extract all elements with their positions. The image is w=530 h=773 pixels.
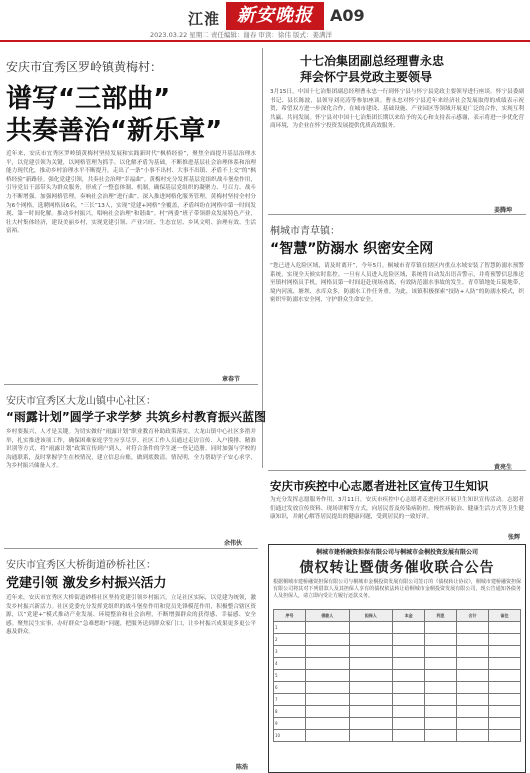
table-cell xyxy=(305,634,349,646)
table-row xyxy=(274,622,521,634)
table-cell: 8 xyxy=(274,706,306,718)
article-subtitle: 安庆市宜秀区大龙山镇中心社区： xyxy=(6,396,156,407)
table-cell xyxy=(349,670,393,682)
article-headline: 谱写“三部曲” xyxy=(6,84,171,114)
table-cell xyxy=(349,718,393,730)
article-headline: 拜会怀宁县党政主要领导 xyxy=(300,70,433,84)
article-body: 近年来，安庆市宜秀区大桥街道砂桥社区坚持党建引领乡村振兴，立足社区实际，以党建为统领，激发乡村振兴新活力。社区党委充分发挥党组织的战斗堡垒作用和党员先锋模范作用，积极整合辖区资源，以“党建+”模式推动产业发展、环境整治和社会治理，不断增强群众的获得感、幸福感、安全感。聚焦民生实事，办好群众“急难愁盼”问题，把服务送到群众家门口，让乡村振兴成果更多更公平惠及群众。 xyxy=(6,595,256,636)
table-cell: 4 xyxy=(274,658,306,670)
table-cell xyxy=(425,670,457,682)
article-headline: 共奏善治“新乐章” xyxy=(6,116,223,146)
table-cell: 6 xyxy=(274,682,306,694)
table-cell: 10 xyxy=(274,730,306,742)
table-cell xyxy=(305,682,349,694)
table-cell xyxy=(305,718,349,730)
table-cell xyxy=(393,646,425,658)
page-number: A09 xyxy=(330,6,365,25)
section-divider xyxy=(268,470,526,471)
masthead xyxy=(0,0,530,44)
table-cell xyxy=(349,730,393,742)
table-cell: 7 xyxy=(274,694,306,706)
article-byline: 陈浩 xyxy=(236,764,249,771)
table-cell: 2 xyxy=(274,634,306,646)
table-cell xyxy=(488,670,520,682)
table-header-row xyxy=(274,610,521,622)
table-header-cell: 利息 xyxy=(425,610,457,622)
article-subtitle: 安庆市宜秀区罗岭镇黄梅村： xyxy=(6,60,163,74)
table-cell xyxy=(305,670,349,682)
table-cell xyxy=(488,658,520,670)
article-subtitle: 安庆市宜秀区大桥街道砂桥社区： xyxy=(6,560,156,571)
table-header-cell: 本金 xyxy=(393,610,425,622)
section-divider xyxy=(4,548,258,549)
table-row xyxy=(274,730,521,742)
notice-parties: 桐城市建桥融资担保有限公司与桐城市金桐投资发展有限公司 xyxy=(315,549,478,556)
table-header-cell: 合计 xyxy=(457,610,489,622)
table-cell xyxy=(457,730,489,742)
table-cell xyxy=(488,682,520,694)
table-cell xyxy=(457,658,489,670)
table-cell: 3 xyxy=(274,646,306,658)
article-byline: 余伟伙 xyxy=(224,540,243,547)
issue-meta: 2023.03.22 星期二 责任编辑：谢春 审读：徐伟 版式：姜满洋 xyxy=(150,31,332,39)
table-cell xyxy=(457,718,489,730)
article-byline: 张辉 xyxy=(508,534,521,541)
article-headline: “智慧”防溺水 织密安全网 xyxy=(270,241,434,257)
table-cell xyxy=(305,658,349,670)
table-cell xyxy=(488,706,520,718)
article-body: 为充分发挥志愿服务作用，3月11日，安庆市疾控中心志愿者走进社区开展卫生知识宣传活动。志愿者们通过发放宣传资料、现场讲解等方式，向居民普及传染病防控、慢性病防治、健康生活方式等卫生健康知识，并耐心解答居民提出的健康问题，受到居民的一致好评。 xyxy=(270,497,524,521)
table-cell xyxy=(425,682,457,694)
table-cell: 5 xyxy=(274,670,306,682)
article-headline: 党建引领 激发乡村振兴活力 xyxy=(6,576,167,591)
table-cell xyxy=(349,622,393,634)
table-row xyxy=(274,646,521,658)
article-body: 3月15日，中国十七冶集团副总经理曹永忠一行到怀宁县与怀宁县党政主要领导进行座谈。怀宁县委副书记、县长陈波，县领导刘亮涛等参加座谈。曹永忠对怀宁县近年来经济社会发展取得的成绩表示祝贺，希望双方进一步深化合作，在城市建设、基础设施、产业园区等领域开展更广泛的合作，实现互利共赢、共同发展。怀宁县对中国十七冶集团长期以来给予的关心和支持表示感谢，表示将进一步优化营商环境，为企业在怀宁投资发展提供优质高效服务。 xyxy=(270,89,524,130)
table-cell xyxy=(457,622,489,634)
table-cell xyxy=(425,622,457,634)
masthead-rule xyxy=(0,40,530,42)
table-cell xyxy=(488,646,520,658)
table-cell xyxy=(457,634,489,646)
table-cell xyxy=(393,658,425,670)
article-headline: 十七冶集团副总经理曹永忠 xyxy=(300,54,445,68)
table-row xyxy=(274,694,521,706)
table-row xyxy=(274,706,521,718)
table-cell xyxy=(349,682,393,694)
table-cell xyxy=(305,646,349,658)
table-row xyxy=(274,718,521,730)
table-cell xyxy=(457,694,489,706)
paper-logo: 新安晚报 xyxy=(226,2,324,30)
table-cell xyxy=(393,634,425,646)
table-cell xyxy=(425,646,457,658)
section-divider xyxy=(268,214,526,215)
table-row xyxy=(274,670,521,682)
table-cell xyxy=(305,622,349,634)
table-cell xyxy=(488,718,520,730)
table-cell xyxy=(393,682,425,694)
table-cell xyxy=(305,706,349,718)
table-header-cell: 借款人 xyxy=(305,610,349,622)
table-cell xyxy=(393,622,425,634)
article-subtitle: 桐城市青草镇： xyxy=(270,226,340,237)
article-body: “您已进入危险区域，请及时离开”，今年5月，桐城市青草镇在辖区内重点水域安装了智慧防溺水预警系统，实现全天候实时监控。一旦有人员进入危险区域，系统将自动发出语音警示，并将预警信息推送至镇村网格员手机，网格员第一时间赶赴现场劝离，有效防范溺水事故的发生。青草镇地处丘陵地带，境内河流、塘坝、水库众多，防溺水工作任务重。为此，该镇积极探索“技防+人防”的防溺水模式，织密织牢防溺水安全网，守护群众生命安全。 xyxy=(270,263,524,304)
table-cell: 9 xyxy=(274,718,306,730)
table-cell xyxy=(425,634,457,646)
table-cell xyxy=(349,658,393,670)
notice-body: 根据桐城市建桥融资担保有限公司与桐城市金桐投资发展有限公司签订的《债权转让协议》，桐城市建桥融资担保有限公司将其对下列借款人及其担保人享有的债权依法转让给桐城市金桐投资发展有限公司，现公告通知各债务人及担保人，请立即向受让方履行还款义务。 xyxy=(273,579,521,599)
table-cell xyxy=(488,622,520,634)
article-byline: 章春节 xyxy=(222,376,241,383)
table-cell xyxy=(488,634,520,646)
table-cell xyxy=(393,670,425,682)
table-cell xyxy=(457,670,489,682)
table-cell xyxy=(349,634,393,646)
article-byline: 姜腾坤 xyxy=(494,207,513,214)
table-header-cell: 担保人 xyxy=(349,610,393,622)
table-header-cell: 序号 xyxy=(274,610,306,622)
region-label: 江淮 xyxy=(188,10,221,28)
article-body: 乡村要振兴，人才是关键。为切实做好“雨露计划”职业教育补助政策落实，大龙山镇中心社区多措并举，扎实推进该项工作，确保困难家庭学生应享尽享。社区工作人员通过走访宣传、入户摸排、精准识别等方式，将“雨露计划”政策宣传到户到人，对符合条件的学生逐一登记造册。同时加强与学校的沟通联系，及时掌握学生在校情况，建立信息台账，做到底数清、情况明，全力帮助学子安心求学，为乡村振兴储备人才。 xyxy=(6,429,256,470)
debt-table xyxy=(273,609,521,742)
table-row xyxy=(274,658,521,670)
table-cell xyxy=(488,694,520,706)
article-headline: “雨露计划”圆学子求学梦 共筑乡村教育振兴蓝图 xyxy=(6,410,266,424)
table-cell xyxy=(457,646,489,658)
table-cell xyxy=(393,730,425,742)
table-cell xyxy=(425,730,457,742)
table-header-cell: 备注 xyxy=(488,610,520,622)
article-byline: 黄亮生 xyxy=(494,464,513,471)
table-cell xyxy=(425,718,457,730)
table-row xyxy=(274,634,521,646)
table-row xyxy=(274,682,521,694)
table-cell xyxy=(488,730,520,742)
table-cell xyxy=(393,718,425,730)
table-cell xyxy=(349,694,393,706)
table-cell xyxy=(349,706,393,718)
table-cell xyxy=(425,658,457,670)
section-divider xyxy=(4,384,258,385)
legal-notice-ad xyxy=(268,544,526,773)
article-body: 近年来，安庆市宜秀区罗岭镇黄梅村坚持发展和实践新时代“枫桥经验”，聚焦全面提升基层治理水平，以党建引领为关键，以网格管理为抓手，以化解矛盾为基础，不断推进基层社会治理体系和治理能力现代化，推动乡村治理水平不断提升，走出了一条“小事不出村、大事不出镇、矛盾不上交”的“枫桥经验”新路径。强化党建引领，共奏社会治理“幸福曲”。黄梅村充分发挥基层党组织战斗堡垒作用，引导党员干部带头为群众服务，形成了一整套体制、机制，确保基层党组织的凝聚力、号召力、战斗力不断增强。加强网格管理，奏响社会治理“进行曲”。深入推进网格化服务管理，黄梅村坚持全村分为6个网格，选聘网格员6名，“三长”13人，实现“党建+网格”全覆盖，矛盾纠纷在网格中第一时间发现、第一时间化解。推动乡村振兴，唱响社会治理“和谐曲”。村“两委”班子带领群众发展特色产业，壮大村集体经济，建设美丽乡村，实现党建引领、产业兴旺、生态宜居、乡风文明、治理有效、生活富裕。 xyxy=(6,151,256,235)
column-divider xyxy=(262,48,263,468)
table-cell xyxy=(305,694,349,706)
table-cell xyxy=(425,706,457,718)
table-cell xyxy=(457,706,489,718)
table-cell xyxy=(349,646,393,658)
table-cell xyxy=(425,694,457,706)
notice-title: 债权转让暨债务催收联合公告 xyxy=(299,560,495,576)
table-cell xyxy=(393,706,425,718)
article-headline: 安庆市疾控中心志愿者进社区宣传卫生知识 xyxy=(270,479,489,493)
table-cell xyxy=(457,682,489,694)
table-cell xyxy=(305,730,349,742)
table-cell xyxy=(393,694,425,706)
table-cell: 1 xyxy=(274,622,306,634)
table-body xyxy=(274,622,521,742)
